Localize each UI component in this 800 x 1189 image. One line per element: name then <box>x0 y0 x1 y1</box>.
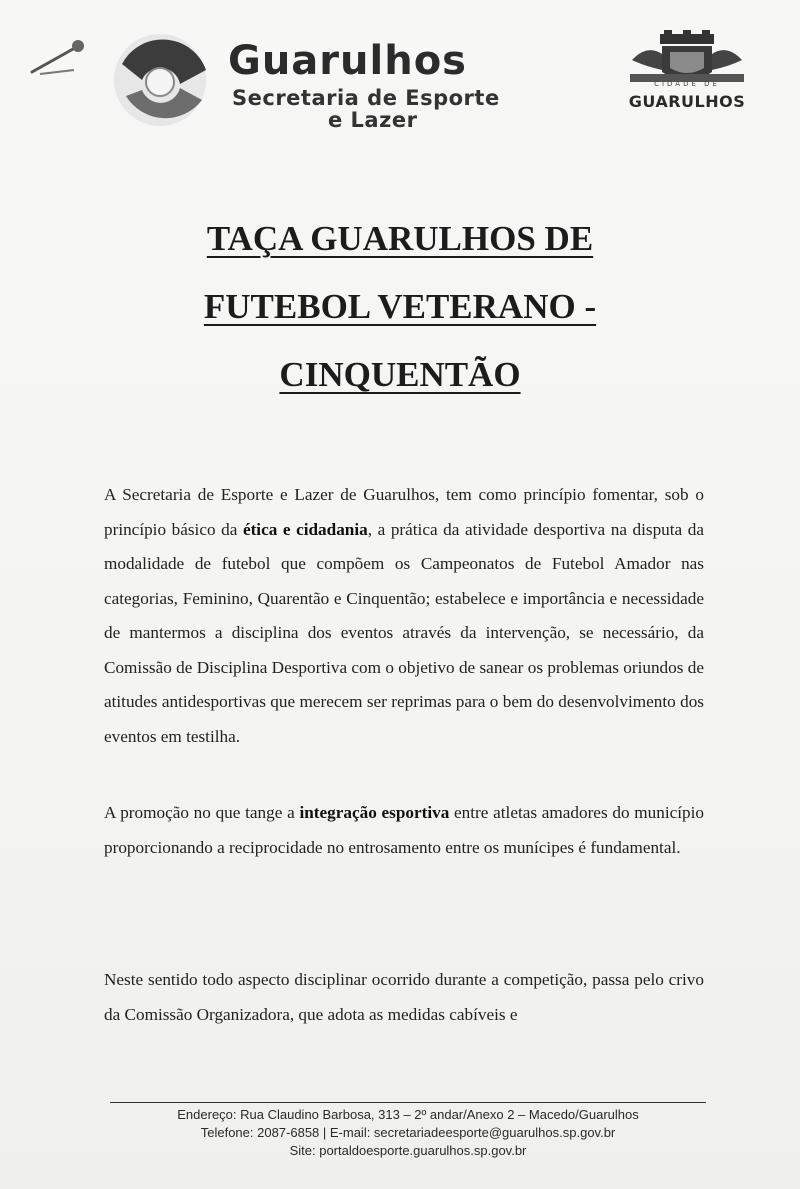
paragraph-2-emphasis: integração esportiva <box>299 803 450 822</box>
paragraph-1-text-a: A Secretaria de Esporte e Lazer de Guarulhos, tem como princípio fomentar, sob o princípio básico da <box>104 485 704 539</box>
document-title <box>100 205 700 409</box>
secretaria-logo <box>30 30 590 140</box>
footer <box>100 1106 716 1160</box>
crest-caption-small: CIDADE DE <box>654 80 720 88</box>
title-line-2: FUTEBOL VETERANO - <box>203 287 597 326</box>
sports-ball-logo-icon <box>30 30 230 130</box>
footer-address: Endereço: Rua Claudino Barbosa, 313 – 2º andar/Anexo 2 – Macedo/Guarulhos <box>177 1107 639 1122</box>
paragraph-1-emphasis: ética e cidadania <box>242 519 368 539</box>
footer-site: Site: portaldoesporte.guarulhos.sp.gov.br <box>289 1143 527 1158</box>
paragraph-1 <box>104 478 704 754</box>
paragraph-1-text-b: , a prática da atividade desportiva na disputa da modalidade de futebol que compõem os Campeonatos de Futebol Amador nas categorias, Feminino, Quarentão e Cinquentão; estabelece e importância e necessidade de mantermos a disciplina dos eventos através da intervenção, se necessário, da Comissão de Disciplina Desportiva com o objetivo de sanear os problemas oriundos de atitudes antidesportivas que merecem ser reprimas para o bem do desenvolvimento dos eventos em testilha. <box>104 519 704 746</box>
brand-subtitle: Secretaria de Esporte <box>232 86 500 110</box>
brand-subtitle-2: e Lazer <box>328 108 418 132</box>
paragraph-2-text-a: A promoção no que tange a <box>104 803 300 822</box>
brand-title: Guarulhos <box>228 38 467 84</box>
crest-caption: GUARULHOS <box>628 92 746 111</box>
paragraph-2-text-b: entre atletas amadores do município proporcionando a reciprocidade no entrosamento entre os munícipes é fundamental. <box>104 803 704 857</box>
title-line-1: TAÇA GUARULHOS DE <box>206 219 594 258</box>
footer-contact: Telefone: 2087-6858 | E-mail: secretariadeesporte@guarulhos.sp.gov.br <box>200 1125 616 1140</box>
paragraph-2 <box>104 796 704 865</box>
title-line-3: CINQUENTÃO <box>279 355 521 394</box>
paragraph-3: Neste sentido todo aspecto disciplinar ocorrido durante a competição, passa pelo crivo da Comissão Organizadora, que adota as medidas cabíveis e <box>104 970 704 1024</box>
footer-divider <box>110 1102 706 1103</box>
